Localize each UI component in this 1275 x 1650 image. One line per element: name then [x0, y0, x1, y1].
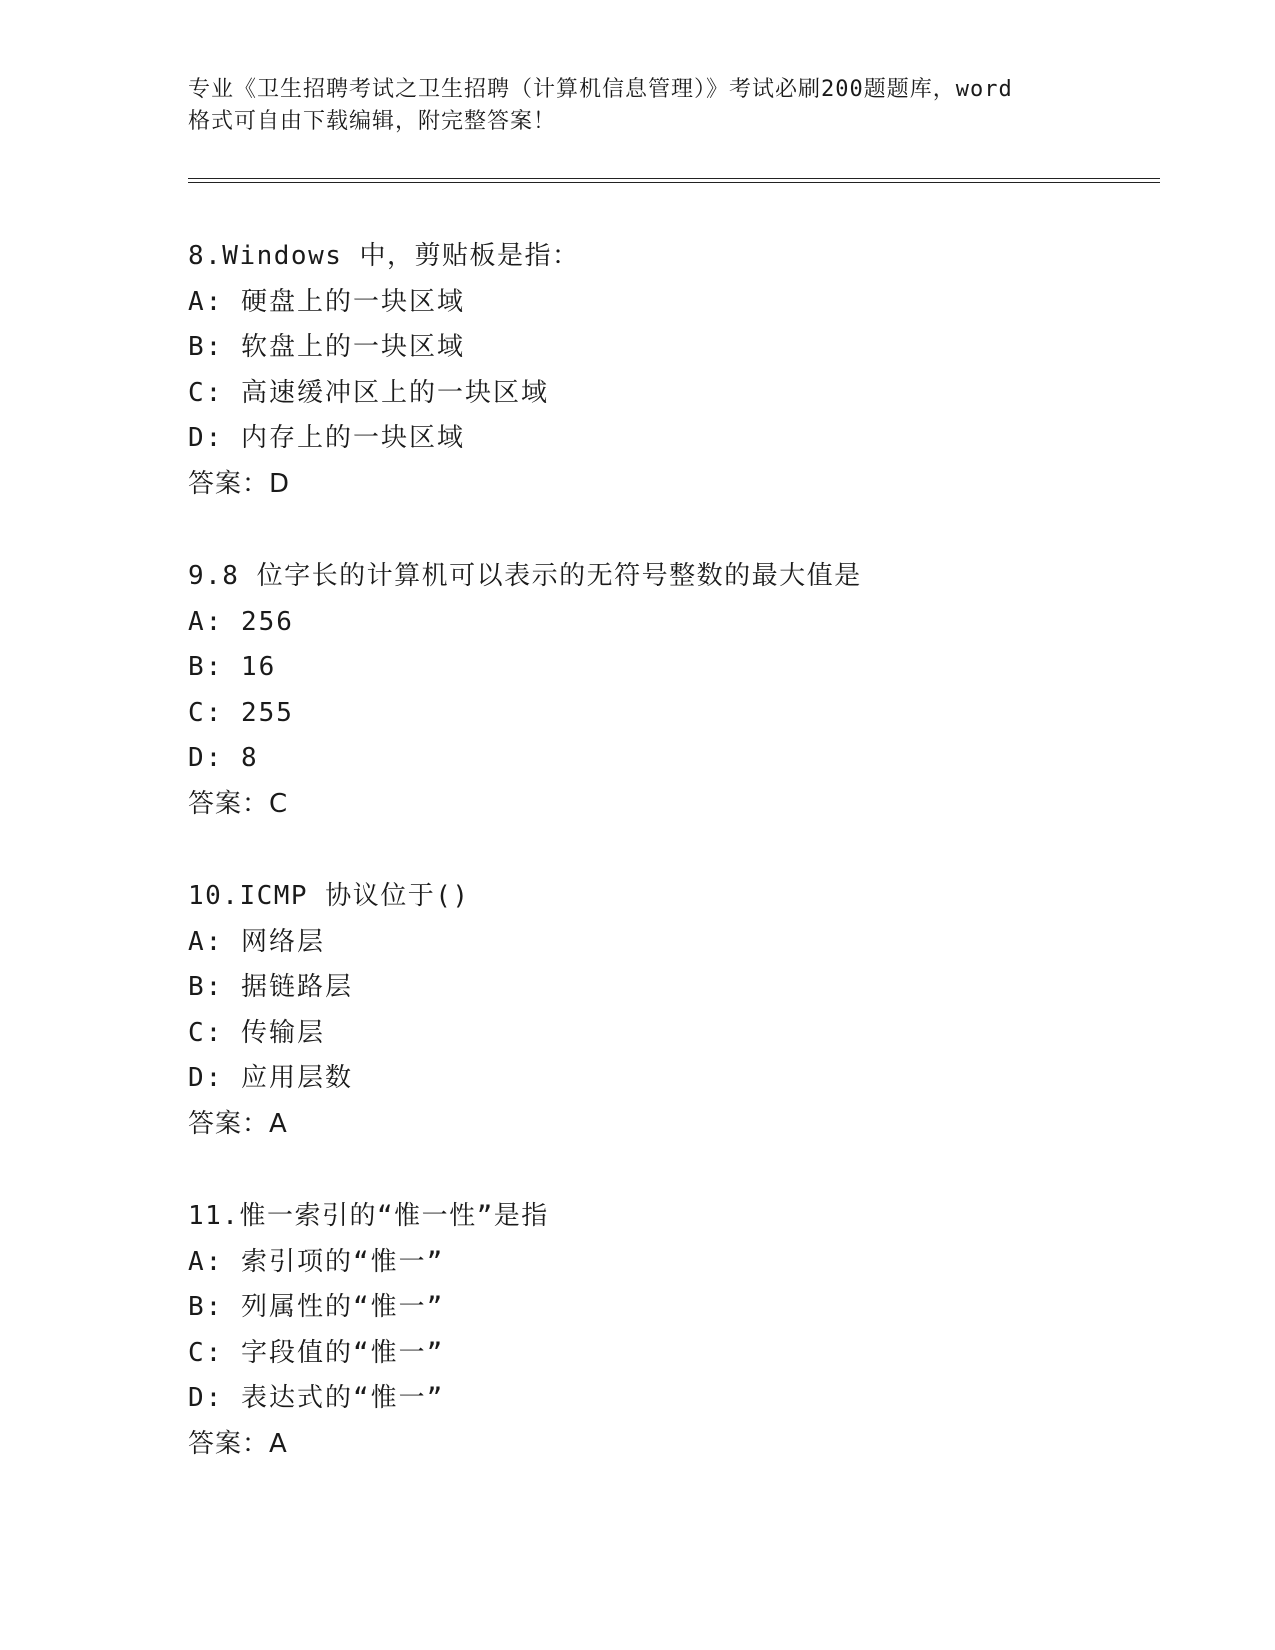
- option-d: D: 表达式的“惟一”: [188, 1383, 445, 1413]
- question-title: 10.ICMP 协议位于(): [188, 881, 470, 911]
- question-title: 8.Windows 中，剪贴板是指：: [188, 241, 580, 271]
- option-c: C: 传输层: [188, 1017, 325, 1048]
- header-line-2: 格式可自由下载编辑，附完整答案！: [188, 109, 557, 134]
- option-c: C: 255: [188, 697, 294, 728]
- header-divider-top: [188, 178, 1160, 179]
- option-c: C: 字段值的“惟一”: [188, 1337, 445, 1368]
- option-a: A: 索引项的“惟一”: [188, 1246, 445, 1277]
- question-10: [188, 874, 1148, 1147]
- option-b: B: 软盘上的一块区域: [188, 332, 465, 362]
- option-a: A: 硬盘上的一块区域: [188, 286, 465, 317]
- option-a: A: 网络层: [188, 926, 325, 957]
- answer-line: 答案：C: [188, 788, 289, 819]
- question-title: 11.惟一索引的“惟一性”是指: [188, 1201, 549, 1231]
- question-title: 9.8 位字长的计算机可以表示的无符号整数的最大值是: [188, 561, 862, 591]
- question-11: [188, 1194, 1148, 1467]
- document-header: [188, 74, 1088, 138]
- question-9: [188, 554, 1148, 827]
- option-d: D: 应用层数: [188, 1063, 353, 1093]
- option-d: D: 8: [188, 743, 259, 773]
- answer-line: 答案：D: [188, 468, 291, 499]
- option-c: C: 高速缓冲区上的一块区域: [188, 377, 549, 408]
- question-8: [188, 234, 1148, 507]
- option-d: D: 内存上的一块区域: [188, 423, 465, 453]
- option-a: A: 256: [188, 606, 294, 637]
- answer-line: 答案：A: [188, 1108, 288, 1139]
- option-b: B: 列属性的“惟一”: [188, 1292, 445, 1322]
- header-line-1: 专业《卫生招聘考试之卫生招聘（计算机信息管理）》考试必刷200题题库，word: [188, 77, 1013, 102]
- header-divider-bottom: [188, 182, 1160, 183]
- option-b: B: 16: [188, 652, 277, 682]
- option-b: B: 据链路层: [188, 972, 353, 1002]
- answer-line: 答案：A: [188, 1428, 288, 1459]
